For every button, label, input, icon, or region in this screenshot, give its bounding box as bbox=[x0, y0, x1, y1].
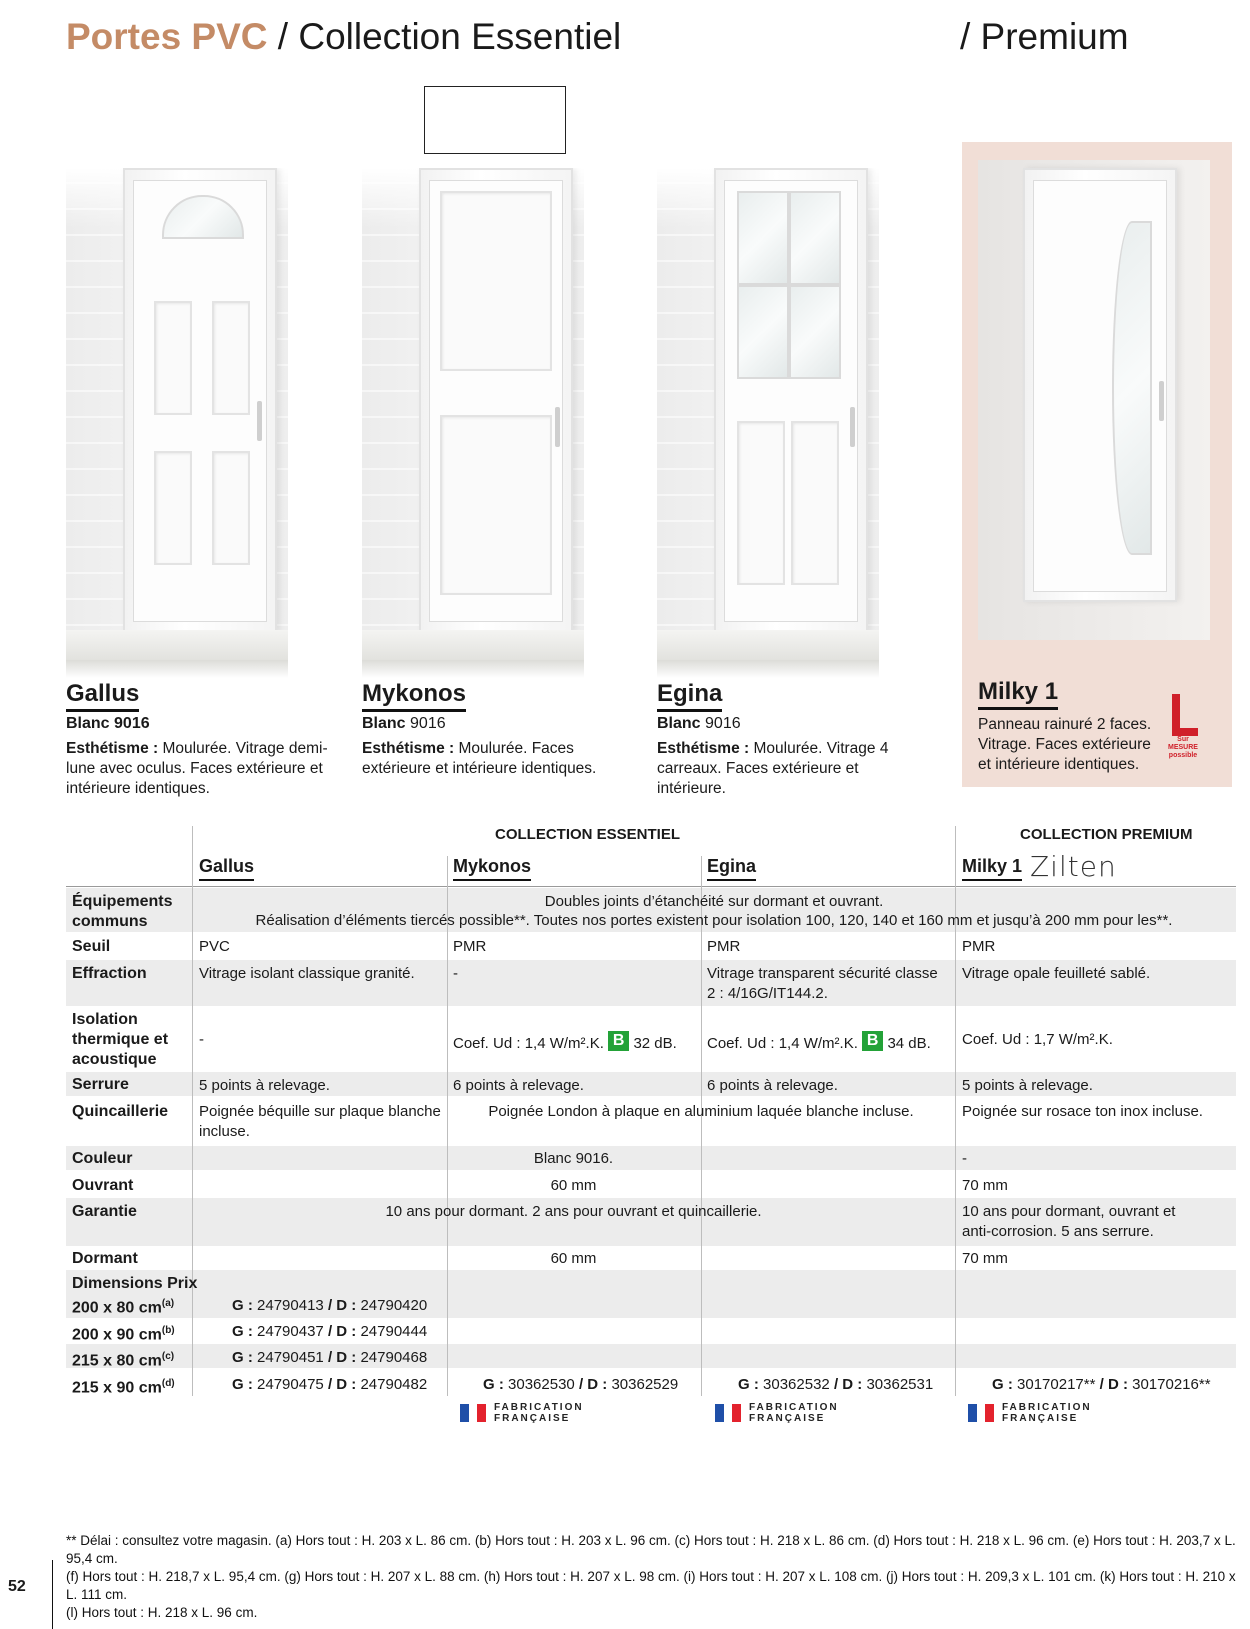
title-brand: Portes PVC bbox=[66, 16, 268, 57]
garantie-value: 10 ans pour dormant. 2 ans pour ouvrant et quincaillerie. bbox=[385, 1203, 762, 1220]
column-divider bbox=[701, 856, 702, 1396]
equipements-line-1: Doubles joints d’étanchéité sur dormant et ouvrant. bbox=[544, 893, 884, 910]
label-quincaillerie: Quincaillerie bbox=[72, 1103, 169, 1120]
label-equipements: Équipements communs bbox=[72, 893, 173, 930]
footnote-line: ** Délai : consultez votre magasin. (a) Hors tout : H. 203 x L. 86 cm. (b) Hors tout : H. 203 x L. 96 cm. (c) Hors tout : H. 218 x L. 86 cm. (d) Hors tout : H. 218 x L. 96 cm. (e) Hors tout : H. 203,7 x L. 95,4 cm. bbox=[66, 1533, 1236, 1566]
effraction-egina: Vitrage transparent sécurité classe 2 : 4/16G/IT144.2. bbox=[707, 965, 938, 1002]
french-flag-icon bbox=[715, 1404, 741, 1422]
panel bbox=[212, 451, 250, 565]
page-title bbox=[66, 16, 621, 58]
serrure-egina: 6 points à relevage. bbox=[707, 1077, 838, 1094]
french-flag-icon bbox=[460, 1404, 486, 1422]
door-mykonos bbox=[419, 168, 573, 632]
glass-pane bbox=[737, 191, 789, 285]
effraction-milky: Vitrage opale feuilleté sablé. bbox=[962, 965, 1151, 982]
quincaillerie-milky: Poignée sur rosace ton inox incluse. bbox=[962, 1103, 1203, 1120]
quincaillerie-gallus: Poignée béquille sur plaque blanche incluse. bbox=[199, 1103, 441, 1140]
garantie-milky: 10 ans pour dormant, ouvrant et anti-corrosion. 5 ans serrure. bbox=[962, 1203, 1176, 1240]
dormant-value: 60 mm bbox=[550, 1250, 597, 1267]
panel bbox=[737, 421, 785, 585]
reference-milky: G : 30170217** / D : 30170216** bbox=[992, 1376, 1211, 1393]
product-description: Esthétisme : Moulurée. Faces extérieure et intérieure identiques. bbox=[362, 740, 597, 777]
seuil-milky: PMR bbox=[962, 938, 996, 955]
equipements-line-2: Réalisation d’éléments tiercés possible**. Toutes nos portes existent pour isolation 100, 120, 140 et 160 mm et jusqu’à 200 mm pour les**. bbox=[255, 912, 1173, 929]
product-description: Esthétisme : Moulurée. Vitrage demi-lune avec oculus. Faces extérieure et intérieure identiques. bbox=[66, 740, 328, 797]
glass-insert bbox=[1112, 221, 1152, 555]
footnotes bbox=[66, 1532, 1236, 1622]
effraction-gallus: Vitrage isolant classique granité. bbox=[199, 965, 415, 982]
door-image-milky bbox=[978, 160, 1210, 640]
reference-mykonos: G : 30362530 / D : 30362529 bbox=[483, 1376, 679, 1393]
dimension-size: 215 x 90 $cm^{(d)}$ bbox=[72, 1378, 175, 1397]
door-image-egina bbox=[657, 168, 879, 678]
isolation-mykonos: Coef. Ud : 1,4 W/m².K. B 32 dB. bbox=[453, 1032, 677, 1052]
product-color: Blanc 9016 bbox=[657, 715, 741, 732]
door-egina bbox=[714, 168, 868, 632]
isolation-gallus: - bbox=[199, 1031, 204, 1048]
table-top-rule bbox=[66, 886, 1236, 887]
label-dimensions: Dimensions Prix bbox=[72, 1275, 198, 1292]
collection-essentiel-title: COLLECTION ESSENTIEL bbox=[495, 826, 681, 843]
ouvrant-milky: 70 mm bbox=[962, 1177, 1008, 1194]
ruler-icon bbox=[1168, 694, 1198, 736]
door-image-gallus bbox=[66, 168, 288, 678]
reference-gallus: G : 24790451 / D : 24790468 bbox=[232, 1349, 428, 1366]
product-caption-egina bbox=[657, 680, 919, 799]
reference-gallus: G : 24790413 / D : 24790420 bbox=[232, 1297, 428, 1314]
column-divider bbox=[447, 856, 448, 1396]
reference-gallus: G : 24790475 / D : 24790482 bbox=[232, 1376, 428, 1393]
label-garantie: Garantie bbox=[72, 1203, 137, 1220]
panel bbox=[791, 421, 839, 585]
ouvrant-value: 60 mm bbox=[550, 1177, 597, 1194]
title-collection: / Collection Essentiel bbox=[277, 16, 622, 57]
column-milky: Milky 1 bbox=[962, 856, 1022, 881]
quincaillerie-mykonos-egina: Poignée London à plaque en aluminium laquée blanche incluse. bbox=[488, 1103, 914, 1120]
product-caption-milky bbox=[978, 678, 1158, 775]
column-mykonos: Mykonos bbox=[453, 856, 531, 881]
reference-egina: G : 30362532 / D : 30362531 bbox=[738, 1376, 934, 1393]
reference-gallus: G : 24790437 / D : 24790444 bbox=[232, 1323, 428, 1340]
footnote-line: (l) Hors tout : H. 218 x L. 96 cm. bbox=[66, 1605, 258, 1620]
door-handle bbox=[850, 407, 855, 447]
couleur-milky: - bbox=[962, 1150, 967, 1167]
product-name: Mykonos bbox=[362, 680, 466, 712]
product-name: Egina bbox=[657, 680, 722, 712]
glass-pane bbox=[789, 285, 841, 379]
column-gallus: Gallus bbox=[199, 856, 254, 881]
label-couleur: Couleur bbox=[72, 1150, 133, 1167]
product-color: Blanc 9016 bbox=[362, 715, 446, 732]
door-handle bbox=[257, 401, 262, 441]
panel bbox=[440, 191, 552, 371]
oculus-glass bbox=[162, 195, 244, 239]
label-serrure: Serrure bbox=[72, 1076, 129, 1093]
effraction-mykonos: - bbox=[453, 965, 458, 982]
door-milky bbox=[1023, 168, 1177, 602]
isolation-egina: Coef. Ud : 1,4 W/m².K. B 34 dB. bbox=[707, 1032, 931, 1052]
blank-frame bbox=[424, 86, 566, 154]
column-egina: Egina bbox=[707, 856, 756, 881]
title-premium: / Premium bbox=[960, 16, 1129, 57]
serrure-gallus: 5 points à relevage. bbox=[199, 1077, 330, 1094]
french-flag-icon bbox=[968, 1404, 994, 1422]
footnote-line: (f) Hors tout : H. 218,7 x L. 95,4 cm. (g) Hors tout : H. 207 x L. 88 cm. (h) Hors tout : H. 207 x L. 98 cm. (i) Hors tout : H. 207 x L. 108 cm. (j) Hors tout : H. 209,3 x L. 101 cm. (k) Hors tout : H. 210 x L. 111 cm. bbox=[66, 1569, 1236, 1602]
seuil-egina: PMR bbox=[707, 938, 741, 955]
product-name: Gallus bbox=[66, 680, 139, 712]
product-name: Milky 1 bbox=[978, 678, 1058, 710]
label-seuil: Seuil bbox=[72, 938, 111, 955]
panel bbox=[212, 301, 250, 415]
dimension-size: 215 x 80 $cm^{(c)}$ bbox=[72, 1351, 175, 1370]
product-description: Panneau rainuré 2 faces. Vitrage. Faces extérieure et intérieure identiques. bbox=[978, 716, 1152, 773]
energy-class-badge: B bbox=[862, 1031, 884, 1051]
label-effraction: Effraction bbox=[72, 965, 147, 982]
glass-pane bbox=[789, 191, 841, 285]
label-isolation: Isolation thermique et acoustique bbox=[72, 1011, 169, 1068]
product-caption-gallus bbox=[66, 680, 346, 799]
fabrication-francaise-milky: FABRICATION FRANÇAISE bbox=[968, 1402, 1092, 1424]
energy-class-badge: B bbox=[608, 1031, 630, 1051]
fabrication-francaise-mykonos: FABRICATION FRANÇAISE bbox=[460, 1402, 584, 1424]
dimension-size: 200 x 80 $cm^{(a)}$ bbox=[72, 1298, 175, 1317]
product-caption-mykonos bbox=[362, 680, 622, 779]
seuil-mykonos: PMR bbox=[453, 938, 487, 955]
serrure-mykonos: 6 points à relevage. bbox=[453, 1077, 584, 1094]
label-ouvrant: Ouvrant bbox=[72, 1177, 134, 1194]
glass-pane bbox=[737, 285, 789, 379]
door-image-mykonos bbox=[362, 168, 584, 678]
door-handle bbox=[1159, 381, 1164, 421]
door-gallus bbox=[123, 168, 277, 632]
fabrication-francaise-egina: FABRICATION FRANÇAISE bbox=[715, 1402, 839, 1424]
panel bbox=[154, 301, 192, 415]
zilten-logo: Zilten bbox=[1030, 850, 1117, 883]
seuil-gallus: PVC bbox=[199, 938, 230, 955]
panel bbox=[154, 451, 192, 565]
isolation-milky: Coef. Ud : 1,7 W/m².K. bbox=[962, 1031, 1113, 1048]
door-handle bbox=[555, 407, 560, 447]
dimension-size: 200 x 90 $cm^{(b)}$ bbox=[72, 1325, 175, 1344]
page-number: 52 bbox=[8, 1578, 26, 1595]
page-divider bbox=[52, 1560, 53, 1629]
dormant-milky: 70 mm bbox=[962, 1250, 1008, 1267]
product-color: Blanc 9016 bbox=[66, 715, 150, 732]
sur-mesure-badge: Sur MESURE possible bbox=[1160, 694, 1206, 760]
panel bbox=[440, 415, 552, 595]
couleur-value: Blanc 9016. bbox=[533, 1150, 614, 1167]
serrure-milky: 5 points à relevage. bbox=[962, 1077, 1093, 1094]
collection-premium-title: COLLECTION PREMIUM bbox=[1020, 826, 1193, 843]
product-description: Esthétisme : Moulurée. Vitrage 4 carreaux. Faces extérieure et intérieure. bbox=[657, 740, 889, 797]
label-dormant: Dormant bbox=[72, 1250, 138, 1267]
